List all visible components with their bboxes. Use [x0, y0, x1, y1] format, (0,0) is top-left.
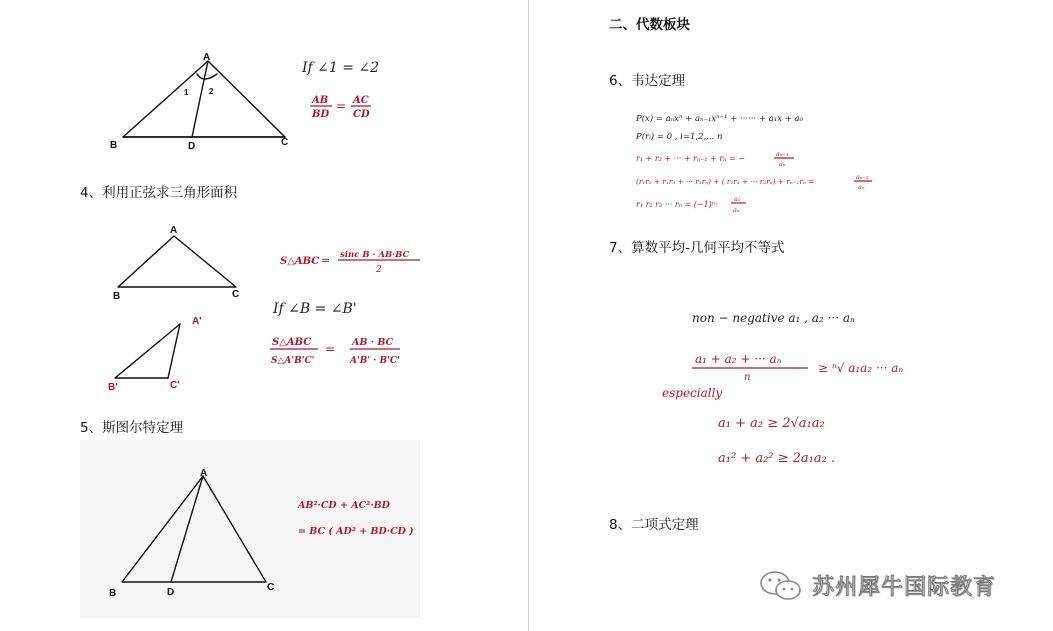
angle-bisector-formula	[300, 55, 420, 125]
vieta-sum-lhs: r₁ + r₂ + ··· + rₙ₋₁ + rₙ = −	[636, 154, 745, 163]
especially-label: especially	[662, 386, 723, 400]
vieta-product-lhs: r₁ r₂ r₃ ··· rₙ = (−1)ⁿ·	[636, 200, 718, 209]
area-ratio-formula	[270, 295, 420, 375]
square-inequality: a₁² + a₂² ≥ 2a₁a₂ .	[718, 451, 836, 466]
algebra-block-title: 二、代数板块	[609, 17, 690, 33]
ratio-den-ab-bc-prime: A'B' · B'C'	[350, 356, 400, 366]
vieta-product-denominator: aₙ	[733, 206, 740, 214]
gm-rhs: ≥ ⁿ√ a₁a₂ ··· aₙ	[818, 361, 904, 375]
am-denominator: n	[744, 372, 751, 383]
section-5-title: 5、斯图尔特定理	[80, 420, 184, 436]
page-divider	[528, 0, 529, 631]
ratio-num-s-abc: S△ABC	[272, 337, 312, 348]
area-lhs: S△ABC	[280, 256, 320, 267]
polynomial-roots: P(rᵢ) = 0 , i=1,2,... n	[636, 132, 723, 142]
am-gm-inequality	[660, 300, 930, 470]
area-eq: =	[321, 254, 331, 267]
vieta-pair-numerator: aₙ₋₂	[856, 173, 869, 181]
bisector-condition: If ∠1 = ∠2	[302, 60, 380, 76]
polynomial-definition: P(x) = aₙxⁿ + aₙ₋₁xⁿ⁻¹ + ······ + a₁x + a₀	[636, 114, 804, 124]
vieta-product-numerator: a₀	[734, 195, 741, 203]
tri1-a-label: A	[170, 225, 178, 236]
ratio-eq: =	[336, 99, 347, 113]
ratio-den-cd: CD	[353, 109, 370, 120]
vieta-sum-denominator: aₙ	[779, 160, 786, 168]
vertex-a-label: A	[203, 52, 211, 63]
area-denominator: 2	[376, 265, 382, 275]
tri2-c-label: C'	[170, 380, 180, 391]
vieta-formulas	[634, 108, 874, 216]
vertex-c-label: C	[281, 137, 289, 148]
stewart-triangle	[104, 462, 284, 602]
vieta-pair-denominator: aₙ	[858, 183, 865, 191]
angle-condition: If ∠B = ∠B'	[273, 301, 357, 317]
angle-2-label: 2	[209, 87, 214, 96]
ratio-num-ac: AC	[353, 95, 369, 106]
tri1-c-label: C	[232, 289, 240, 300]
ratio-num-ab-bc: AB · BC	[352, 337, 394, 348]
stewart-line-2: = BC ( AD² + BD·CD )	[298, 526, 414, 537]
angle-bisector-figure	[105, 48, 305, 158]
vertex-d-label: D	[188, 141, 196, 152]
stewart-formula	[296, 492, 426, 542]
section-6-title: 6、韦达定理	[609, 73, 686, 89]
non-negative-premise: non − negative a₁ , a₂ ··· aₙ	[692, 311, 855, 325]
sine-area-formula	[278, 242, 428, 277]
tri1-b-label: B	[113, 291, 121, 302]
stewart-d-label: D	[167, 587, 175, 598]
tri2-b-label: B'	[108, 382, 118, 393]
sine-area-triangle-1	[108, 222, 248, 302]
stewart-a-label: A	[200, 468, 208, 479]
tri2-a-label: A'	[192, 316, 202, 327]
ratio-num-ab: AB	[312, 95, 329, 106]
stewart-line-1: AB²·CD + AC²·BD	[298, 500, 390, 511]
stewart-c-label: C	[267, 582, 275, 593]
angle-1-label: 1	[184, 88, 189, 97]
section-4-title: 4、利用正弦求三角形面积	[80, 185, 238, 201]
stewart-b-label: B	[109, 588, 117, 599]
vertex-b-label: B	[110, 140, 118, 151]
vieta-sum-numerator: aₙ₋₁	[776, 150, 789, 158]
wechat-icon	[758, 568, 804, 602]
ratio-den-s-abc-prime: S△A'B'C'	[271, 356, 315, 366]
area-ratio-eq: =	[325, 342, 336, 356]
area-numerator: sinc B · AB·BC	[340, 250, 410, 260]
two-variable-amgm: a₁ + a₂ ≥ 2√a₁a₂	[718, 416, 825, 431]
ratio-den-bd: BD	[312, 109, 330, 120]
am-numerator: a₁ + a₂ + ··· aₙ	[695, 352, 782, 366]
vieta-pair-lhs: (r₁r₂ + r₁r₃ + ··· r₁rₙ) + ( r₂r₃ + ··· r₂rₙ) + rₙ₋₁rₙ =	[636, 177, 815, 186]
section-7-title: 7、算数平均-几何平均不等式	[609, 240, 785, 256]
watermark-text: 苏州犀牛国际教育	[812, 574, 997, 600]
sine-area-triangle-2	[106, 312, 206, 392]
watermark	[758, 565, 996, 605]
section-8-title: 8、二项式定理	[609, 517, 699, 533]
